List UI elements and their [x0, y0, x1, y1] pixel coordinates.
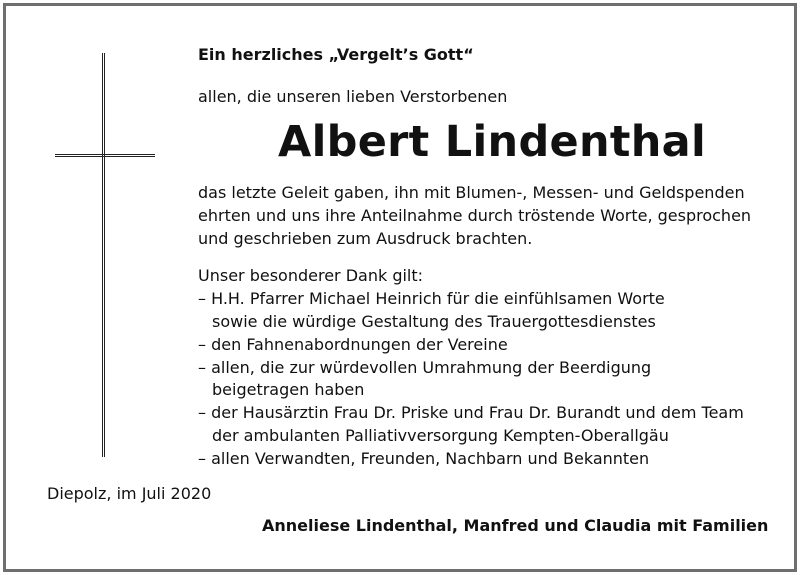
cross-icon-horizontal-bar	[55, 154, 155, 157]
body-line-2: ehrten und uns ihre Anteilnahme durch tröstende Worte, gesprochen	[198, 206, 752, 225]
special-thanks-heading: Unser besonderer Dank gilt:	[198, 266, 424, 285]
thanks-item-3-continued: beigetragen haben	[212, 380, 365, 399]
thanks-item-3: – allen, die zur würdevollen Umrahmung der Beerdigung	[198, 358, 652, 377]
cross-icon-vertical-bar	[102, 53, 105, 457]
thanks-item-1-continued: sowie die würdige Gestaltung des Trauergottesdienstes	[212, 312, 656, 331]
thanks-item-1: – H.H. Pfarrer Michael Heinrich für die einfühlsamen Worte	[198, 289, 665, 308]
body-line-3: und geschrieben zum Ausdruck brachten.	[198, 229, 533, 248]
place-and-date: Diepolz, im Juli 2020	[47, 484, 212, 503]
thanks-item-4-continued: der ambulanten Palliativversorgung Kempten-Oberallgäu	[212, 426, 669, 445]
thanks-item-5: – allen Verwandten, Freunden, Nachbarn und Bekannten	[198, 449, 650, 468]
body-line-1: das letzte Geleit gaben, ihn mit Blumen-, Messen- und Geldspenden	[198, 183, 745, 202]
deceased-name: Albert Lindenthal	[278, 117, 707, 167]
thanks-item-2: – den Fahnenabordnungen der Vereine	[198, 335, 508, 354]
thanks-heading: Ein herzliches „Vergelt’s Gott“	[198, 45, 474, 64]
intro-text: allen, die unseren lieben Verstorbenen	[198, 87, 508, 106]
signature: Anneliese Lindenthal, Manfred und Claudia mit Familien	[262, 516, 769, 535]
thanks-item-4: – der Hausärztin Frau Dr. Priske und Frau Dr. Burandt und dem Team	[198, 403, 744, 422]
